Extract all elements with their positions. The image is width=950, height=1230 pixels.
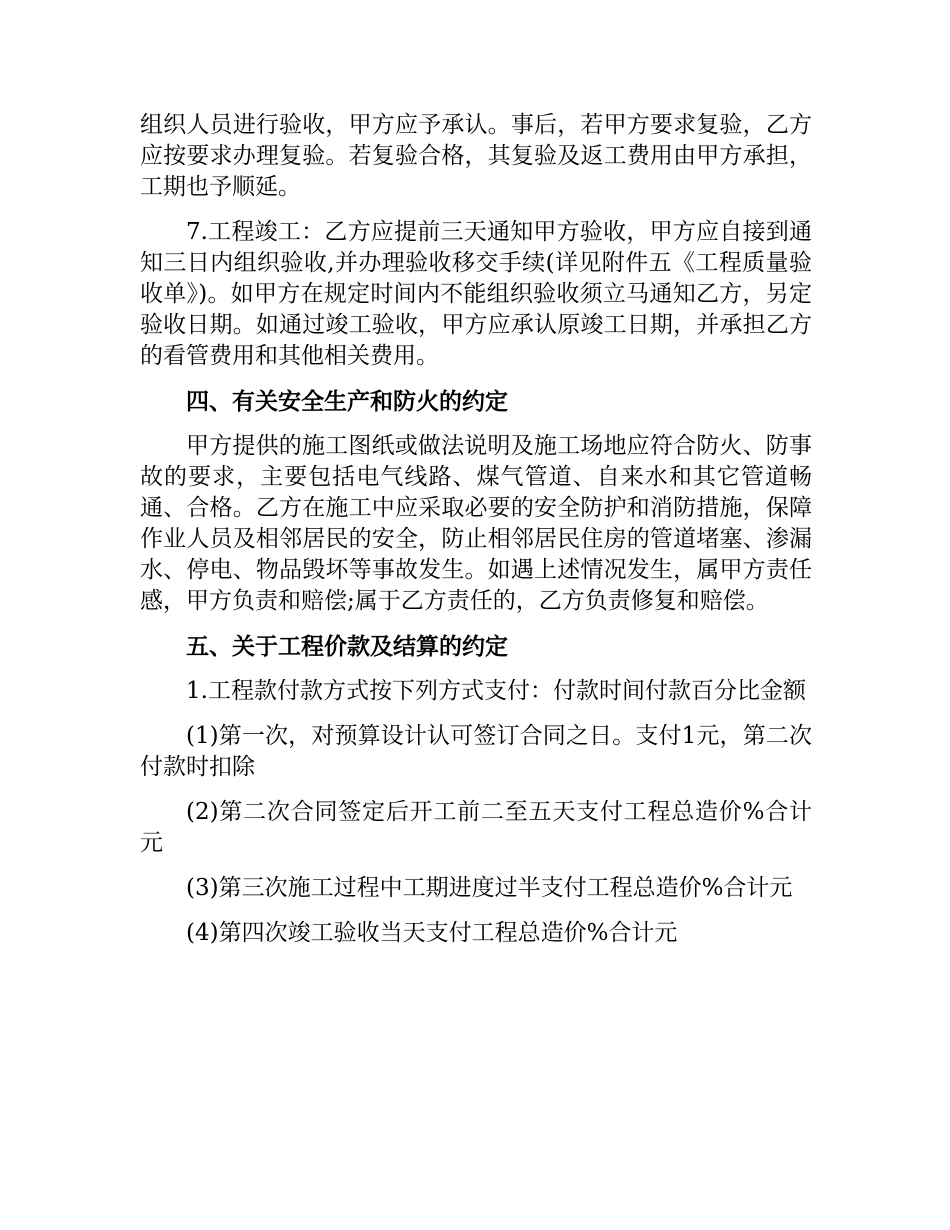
section-heading-safety: 四、有关安全生产和防火的约定	[186, 388, 508, 415]
paragraph-payment-fourth: (4)第四次竣工验收当天支付工程总造价%合计元	[186, 920, 678, 946]
paragraph-project-completion: 7.工程竣工：乙方应提前三天通知甲方验收，甲方应自接到通知三日内组织验收,并办理验收移交手续(详见附件五《工程质量验收单》)。如甲方在规定时间内不能组织验收须立马通知乙方，另定验收日期。如通过竣工验收，甲方应承认原竣工日期，并承担乙方的看管费用和其他相关费用。	[140, 219, 812, 369]
paragraph-safety-fire: 甲方提供的施工图纸或做法说明及施工场地应符合防火、防事故的要求，主要包括电气线路、煤气管道、自来水和其它管道畅通、合格。乙方在施工中应采取必要的安全防护和消防措施，保障作业人员及相邻居民的安全，防止相邻居民住房的管道堵塞、渗漏水、停电、物品毁坏等事故发生。如遇上述情况发生，属甲方责任感，甲方负责和赔偿;属于乙方责任的，乙方负责修复和赔偿。	[140, 433, 812, 614]
paragraph-payment-third: (3)第三次施工过程中工期进度过半支付工程总造价%合计元	[186, 875, 793, 901]
paragraph-payment-method: 1.工程款付款方式按下列方式支付：付款时间付款百分比金额	[186, 678, 806, 704]
section-heading-payment: 五、关于工程价款及结算的约定	[186, 633, 508, 660]
document-page	[140, 110, 812, 963]
paragraph-acceptance-continued: 组织人员进行验收，甲方应予承认。事后，若甲方要求复验，乙方应按要求办理复验。若复验合格，其复验及返工费用由甲方承担，工期也予顺延。	[140, 112, 812, 200]
paragraph-payment-second: (2)第二次合同签定后开工前二至五天支付工程总造价%合计元	[140, 799, 812, 856]
paragraph-payment-first: (1)第一次，对预算设计认可签订合同之日。支付1元，第二次付款时扣除	[140, 723, 812, 780]
